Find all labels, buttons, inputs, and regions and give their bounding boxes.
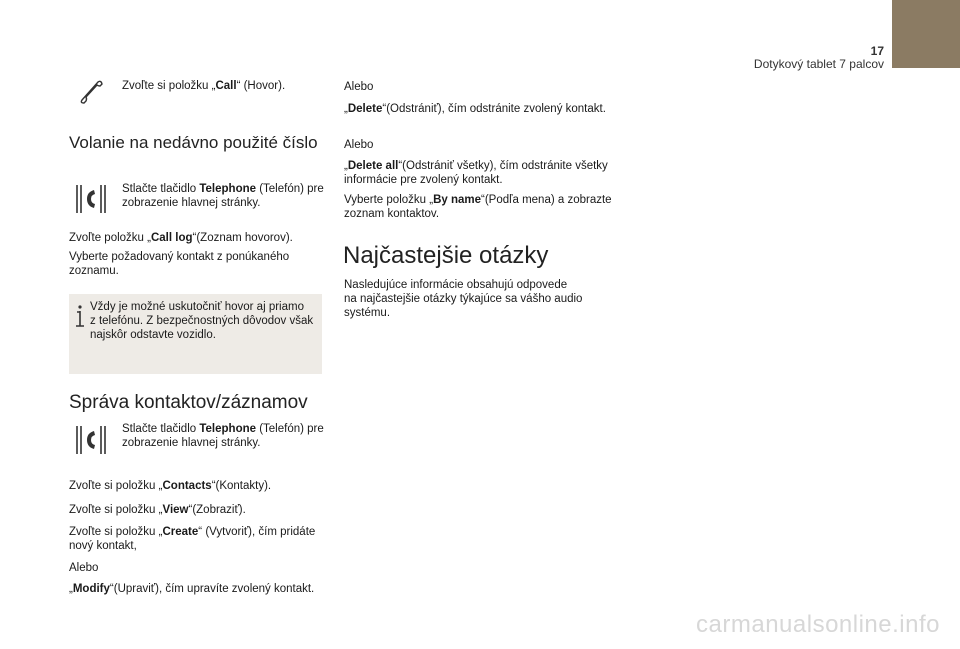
delete-all-step: „Delete all“(Odstrániť všetky), čím odstránite všetky informácie pre zvolený kontakt.	[344, 160, 608, 186]
telephone-step-1: Stlačte tlačidlo Telephone (Telefón) pre zobrazenie hlavnej stránky.	[122, 183, 324, 209]
delete-step: „Delete“(Odstrániť), čím odstránite zvolený kontakt.	[344, 103, 606, 115]
or-text-3: Alebo	[344, 139, 374, 151]
page-number: 17	[870, 44, 884, 58]
section-heading-recent: Volanie na nedávno použité číslo	[69, 133, 318, 152]
handset-icon	[76, 76, 106, 106]
call-log-step: Zvoľte položku „Call log“(Zoznam hovorov).	[69, 232, 293, 244]
or-text-2: Alebo	[344, 81, 374, 93]
by-name-step: Vyberte položku „By name“(Podľa mena) a zobrazte zoznam kontaktov.	[344, 194, 612, 220]
faq-heading: Najčastejšie otázky	[343, 242, 549, 269]
modify-step: „Modify“(Upraviť), čím upravíte zvolený kontakt.	[69, 583, 315, 595]
running-title: Dotykový tablet 7 palcov	[753, 57, 884, 71]
select-contact-step: Vyberte požadovaný kontakt z ponúkaného zoznamu.	[69, 251, 290, 277]
telephone-icon	[74, 182, 108, 216]
intro-text: Zvoľte si položku „Call“ (Hovor).	[122, 80, 286, 92]
create-step: Zvoľte si položku „Create“ (Vytvoriť), čím pridáte nový kontakt,	[69, 526, 316, 552]
faq-text: Nasledujúce informácie obsahujú odpovede na najčastejšie otázky týkajúce sa vášho audio systému.	[344, 279, 583, 319]
or-text-1: Alebo	[69, 562, 99, 574]
telephone-step-2: Stlačte tlačidlo Telephone (Telefón) pre zobrazenie hlavnej stránky.	[122, 423, 324, 449]
chapter-tab	[892, 0, 960, 68]
contacts-step: Zvoľte si položku „Contacts“(Kontakty).	[69, 480, 272, 492]
view-step: Zvoľte si položku „View“(Zobraziť).	[69, 504, 246, 516]
info-note-text: Vždy je možné uskutočniť hovor aj priamo z telefónu. Z bezpečnostných dôvodov však najskôr odstavte vozidlo.	[90, 301, 314, 341]
telephone-icon	[74, 423, 108, 457]
section-heading-contacts: Správa kontaktov/záznamov	[69, 392, 308, 413]
info-icon	[73, 304, 87, 328]
watermark: carmanualsonline.info	[696, 611, 940, 638]
